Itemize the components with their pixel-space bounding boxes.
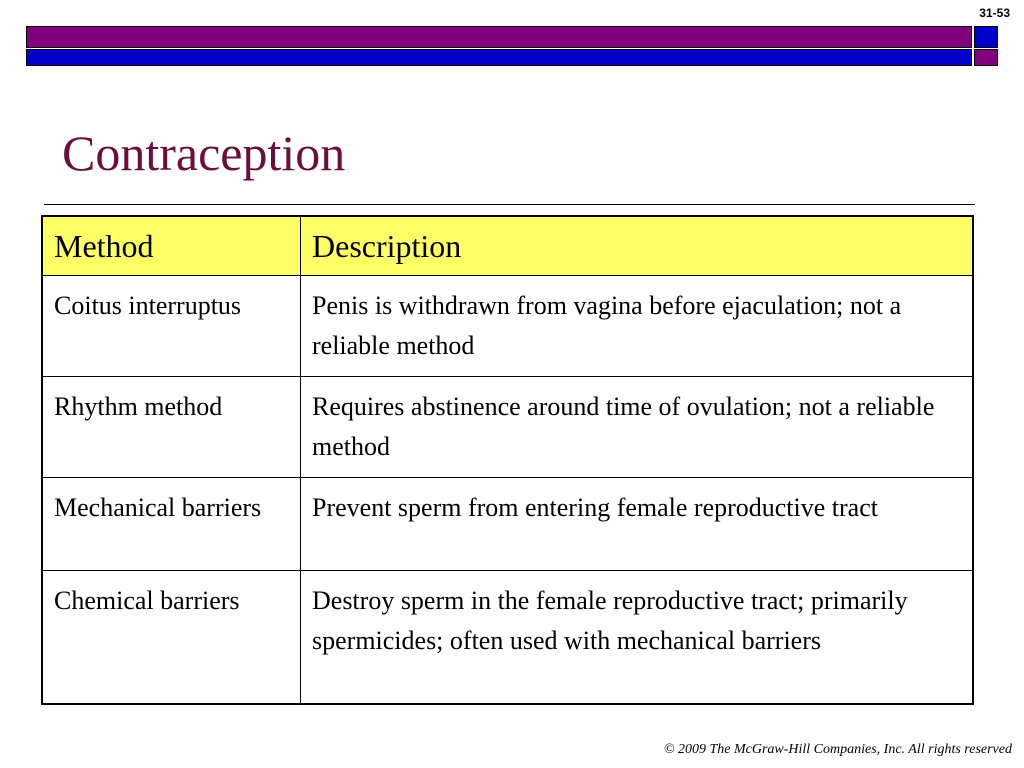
table-row [42, 377, 973, 478]
table-row [42, 276, 973, 377]
header-method: Method [42, 216, 301, 276]
copyright-footer: © 2009 The McGraw-Hill Companies, Inc. All rights reserved [663, 742, 1012, 757]
slide-number: 31-53 [979, 6, 1010, 20]
method-cell: Chemical barriers [42, 571, 301, 705]
description-cell: Requires abstinence around time of ovulation; not a reliable method [301, 377, 974, 478]
description-cell: Penis is withdrawn from vagina before ejaculation; not a reliable method [301, 276, 974, 377]
decor-square-blue [974, 26, 998, 48]
description-cell: Destroy sperm in the female reproductive tract; primarily spermicides; often used with mechanical barriers [301, 571, 974, 705]
table-header-row [42, 216, 973, 276]
description-cell: Prevent sperm from entering female reproductive tract [301, 478, 974, 571]
decor-square-purple [974, 49, 998, 66]
method-cell: Coitus interruptus [42, 276, 301, 377]
header-description: Description [301, 216, 974, 276]
contraception-table [41, 215, 974, 705]
method-cell: Mechanical barriers [42, 478, 301, 571]
method-cell: Rhythm method [42, 377, 301, 478]
table-row [42, 478, 973, 571]
decor-band-purple [26, 26, 972, 48]
decor-band-blue [26, 49, 972, 66]
slide-title: Contraception [62, 125, 346, 181]
title-divider [44, 204, 975, 205]
table-row [42, 571, 973, 705]
